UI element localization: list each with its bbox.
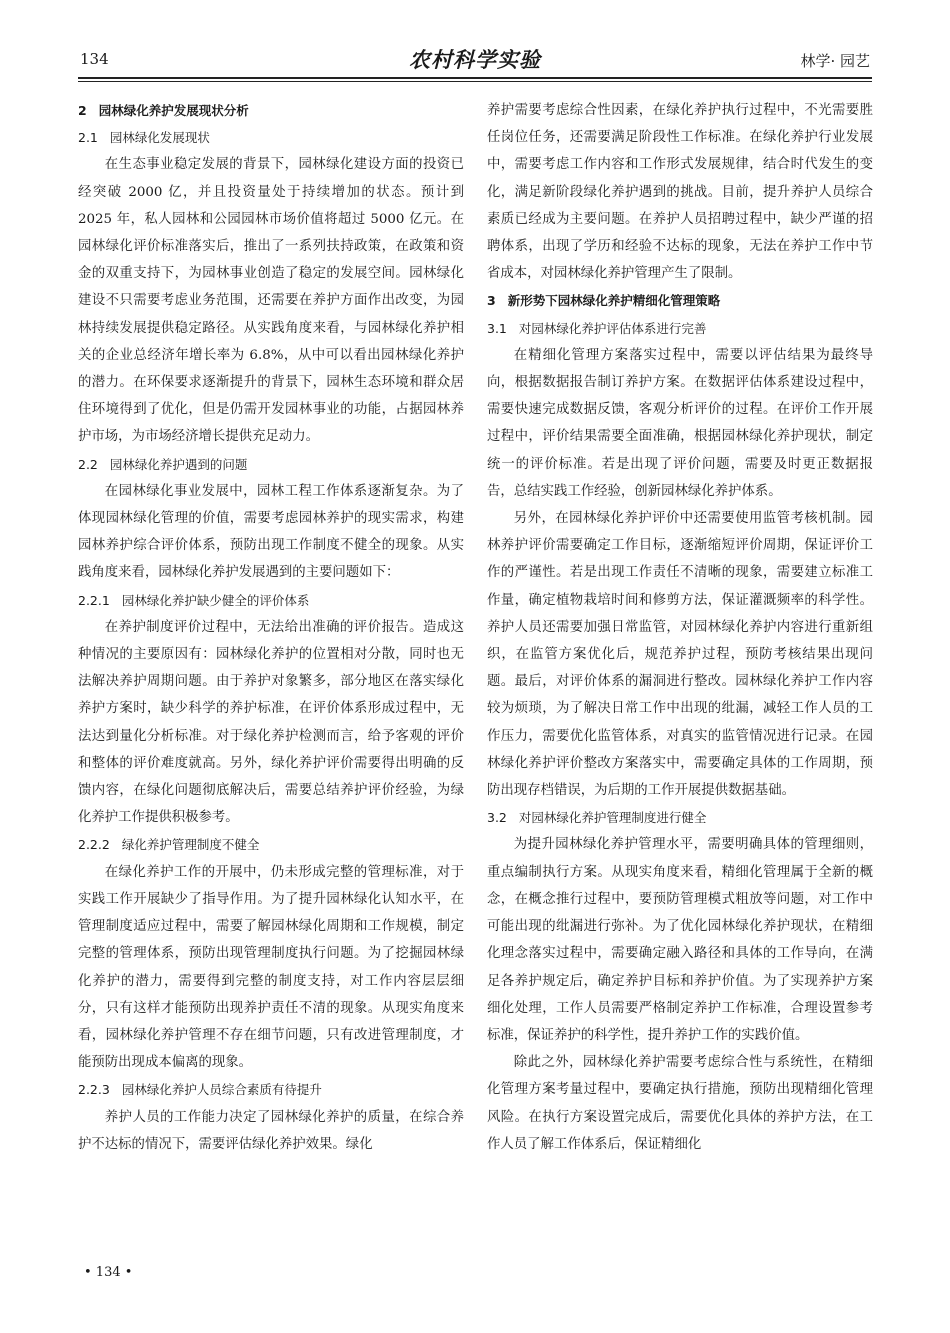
heading-title: 园林绿化养护人员综合素质有待提升 (121, 1082, 322, 1098)
heading-title: 园林绿化养护发展现状分析 (98, 103, 249, 118)
section-heading (78, 1076, 464, 1103)
body-paragraph: 养护人员的工作能力决定了园林绿化养护的质量，在综合养护不达标的情况下，需要评估绿化养护效果。绿化 (78, 1109, 464, 1152)
heading-number: 3.1 (487, 320, 507, 336)
body-paragraph: 为提升园林绿化养护管理水平，需要明确具体的管理细则，重点编制执行方案。从现实角度来看，精细化管理属于全新的概念，在概念推行过程中，要预防管理模式粗放等问题，对工作中可能出现的纰漏进行弥补。为了优化园林绿化养护现状，在精细化理念落实过程中，需要确定融入路径和具体的工作导向，在满足各养护规定后，确定养护目标和养护价值。为了实现养护方案细化处理，工作人员需要严格制定养护工作标准，合理设置参考标准，保证养护的科学性，提升养护工作的实践价值。 (487, 837, 873, 1043)
section-heading (487, 287, 873, 314)
heading-number: 2.2.3 (78, 1082, 110, 1098)
heading-title: 绿化养护管理制度不健全 (121, 837, 260, 853)
heading-number: 2.2.2 (78, 837, 110, 853)
body-paragraph: 养护需要考虑综合性因素，在绿化养护执行过程中，不光需要胜任岗位任务，还需要满足阶段性工作标准。在绿化养护行业发展中，需要考虑工作内容和工作形式发展规律，结合时代发生的变化，满足新阶段绿化养护遇到的挑战。目前，提升养护人员综合素质已经成为主要问题。在养护人员招聘过程中，缺少严谨的招聘体系，出现了学历和经验不达标的现象，无法在养护工作中节省成本，对园林绿化养护管理产生了限制。 (487, 103, 873, 282)
page-header (78, 40, 872, 78)
journal-title: 农村科学实验 (409, 48, 541, 72)
section-heading (78, 97, 464, 124)
body-paragraph: 另外，在园林绿化养护评价中还需要使用监管考核机制。园林养护评价需要确定工作目标，逐渐缩短评价周期，保证评价工作的严谨性。若是出现工作责任不清晰的现象，需要建立标准工作量，确定植物栽培时间和修剪方法，保证灌溉频率的科学性。养护人员还需要加强日常监管，对园林绿化养护内容进行重新组织，在监管方案优化后，规范养护过程，预防考核结果出现问题。最后，对评价体系的漏洞进行整改。园林绿化养护工作内容较为烦琐，为了解决日常工作中出现的纰漏，减轻工作人员的工作压力，需要优化监管体系，对真实的监管情况进行记录。在园林绿化养护评价整改方案落实中，需要确定具体的工作周期，预防出现存档错误，为后期的工作开展提供数据基础。 (487, 511, 873, 799)
header-rule-thin (78, 81, 872, 82)
header-page-number: 134 (80, 50, 109, 68)
body-paragraph: 在养护制度评价过程中，无法给出准确的评价报告。造成这种情况的主要原因有：园林绿化养护的位置相对分散，同时也无法解决养护周期问题。由于养护对象繁多，部分地区在落实绿化养护方案时，缺少科学的养护标准，在评价体系形成过程中，无法达到量化分析标准。对于绿化养护检测而言，给予客观的评价和整体的评价难度就高。另外，绿化养护评价需要得出明确的反馈内容，在绿化问题彻底解决后，需要总结养护评价经验，为绿化养护工作提供积极参考。 (78, 619, 464, 826)
heading-title: 对园林绿化养护管理制度进行健全 (518, 810, 707, 826)
heading-number: 2.1 (78, 130, 98, 146)
section-heading (78, 451, 464, 478)
section-heading (78, 124, 464, 151)
body-paragraph: 在生态事业稳定发展的背景下，园林绿化建设方面的投资已经突破 2000 亿，并且投资量处于持续增加的状态。预计到 2025 年，私人园林和公园园林市场价值将超过 5000 亿元。在园林绿化评价标准落实后，推出了一系列扶持政策，在政策和资金的双重支持下，为园林事业创造了稳定的发展空间。园林绿化建设不只需要考虑业务范围，还需要在养护方面作出改变，为园林持续发展提供稳定路径。从实践角度来看，与园林绿化养护相关的企业总经济年增长率为 6.8%，从中可以看出园林绿化养护的潜力。在环保要求逐渐提升的背景下，园林生态环境和群众居住环境得到了优化，但是仍需开发园林事业的功能，占据园林养护市场，为市场经济增长提供充足动力。 (78, 157, 464, 445)
section-heading (78, 587, 464, 614)
body-paragraph: 在园林绿化事业发展中，园林工程工作体系逐渐复杂。为了体现园林绿化管理的价值，需要考虑园林养护的现实需求，构建园林养护综合评价体系，预防出现工作制度不健全的现象。从实践角度来看，园林绿化养护发展遇到的主要问题如下： (78, 483, 464, 581)
right-column (487, 97, 873, 1158)
section-heading (487, 315, 873, 342)
heading-title: 园林绿化发展现状 (109, 130, 210, 146)
heading-number: 3 (487, 293, 496, 309)
heading-title: 园林绿化养护遇到的问题 (109, 456, 248, 472)
body-paragraph: 除此之外，园林绿化养护需要考虑综合性与系统性，在精细化管理方案考量过程中，要确定执行措施，预防出现精细化管理风险。在执行方案设置完成后，需要优化具体的养护方法，在工作人员了解工作体系后，保证精细化 (487, 1055, 873, 1152)
heading-number: 2.2 (78, 456, 98, 472)
body-paragraph: 在精细化管理方案落实过程中，需要以评估结果为最终导向，根据数据报告制订养护方案。在数据评估体系建设过程中，需要快速完成数据反馈，客观分析评价的过程。在评价工作开展过程中，评价结果需要全面准确，根据园林绿化养护现状，制定统一的评价标准。若是出现了评价问题，需要及时更正数据报告，总结实践工作经验，创新园林绿化养护体系。 (487, 347, 873, 499)
left-column (78, 97, 464, 1158)
header-rule (78, 77, 872, 79)
heading-title: 新形势下园林绿化养护精细化管理策略 (507, 293, 721, 309)
section-heading (78, 831, 464, 858)
section-label: 林学· 园艺 (800, 52, 870, 70)
heading-number: 2 (78, 103, 87, 118)
body-paragraph: 在绿化养护工作的开展中，仍未形成完整的管理标准，对于实践工作开展缺少了指导作用。为了提升园林绿化认知水平，在管理制度适应过程中，需要了解园林绿化周期和工作规模，制定完整的管理体系，预防出现管理制度执行问题。为了挖掘园林绿化养护的潜力，需要得到完整的制度支持，对工作内容层层细分，只有这样才能预防出现养护责任不清的现象。从现实角度来看，园林绿化养护管理不存在细节问题，只有改进管理制度，才能预防出现成本偏离的现象。 (78, 864, 464, 1071)
section-heading (487, 804, 873, 831)
heading-title: 对园林绿化养护评估体系进行完善 (518, 320, 707, 336)
heading-number: 3.2 (487, 810, 507, 826)
heading-title: 园林绿化养护缺少健全的评价体系 (121, 592, 310, 608)
heading-number: 2.2.1 (78, 592, 110, 608)
page-footer: • 134 • (84, 1265, 133, 1280)
